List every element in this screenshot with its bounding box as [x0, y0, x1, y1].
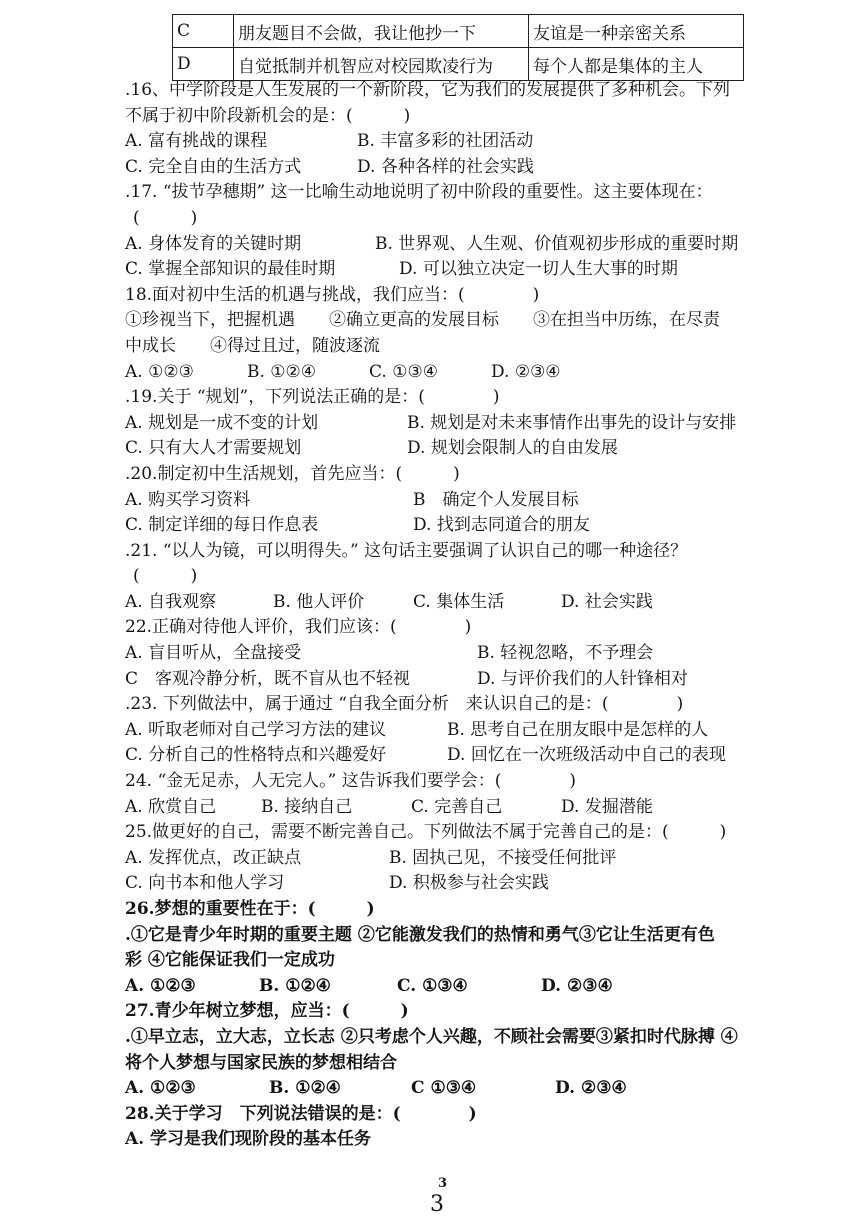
q19-option-d: D. 规划会限制人的自由发展 — [407, 438, 618, 459]
q17-option-c: C. 掌握全部知识的最佳时期 — [125, 259, 336, 280]
q23-option-c: C. 分析自己的性格特点和兴趣爱好 — [125, 745, 387, 766]
q16-option-d: D. 各种各样的社会实践 — [357, 156, 534, 177]
table-cell-letter: C — [173, 15, 234, 48]
q23-stem: .23. 下列做法中，属于通过 “自我全面分析 来认识自己的是：( ) — [125, 694, 684, 715]
q18-option-d: D. ②③④ — [491, 361, 561, 382]
q21-option-d: D. 社会实践 — [561, 591, 653, 612]
q17-option-b: B. 世界观、人生观、价值观初步形成的重要时期 — [375, 233, 739, 254]
page-number-small: 3 — [438, 1176, 448, 1191]
q18-stem: 18.面对初中生活的机遇与挑战，我们应当：( ) — [125, 284, 540, 305]
q27-stem: 27.青少年树立梦想，应当：( ) — [125, 1001, 409, 1022]
q27-option-a: A. ①②③ — [125, 1078, 196, 1099]
q20-option-a: A. 购买学习资料 — [125, 489, 251, 510]
q20-stem: .20.制定初中生活规划，首先应当：( ) — [125, 463, 460, 484]
q22-option-d: D. 与评价我们的人针锋相对 — [477, 668, 688, 689]
q26-option-d: D. ②③④ — [541, 975, 613, 996]
table-cell-view: 每个人都是集体的主人 — [529, 48, 744, 81]
q18-option-c: C. ①③④ — [369, 361, 438, 382]
q19-option-c: C. 只有大人才需要规划 — [125, 438, 302, 459]
q23-option-b: B. 思考自己在朋友眼中是怎样的人 — [447, 719, 709, 740]
q24-option-a: A. 欣赏自己 — [125, 796, 217, 817]
q28-stem: 28.关于学习 下列说法错误的是：( ) — [125, 1103, 477, 1124]
q27-option-d: D. ②③④ — [555, 1078, 627, 1099]
q22-option-c: C 客观冷静分析，既不盲从也不轻视 — [125, 668, 411, 689]
q25-option-c: C. 向书本和他人学习 — [125, 873, 285, 894]
q26-items-cont: 彩 ④它能保证我们一定成功 — [125, 950, 335, 971]
q21-stem: .21. “以人为镜，可以明得失。” 这句话主要强调了认识自己的哪一种途径？ — [125, 540, 688, 561]
q19-stem: .19.关于 “规划”，下列说法正确的是：( ) — [125, 387, 500, 408]
q26-option-b: B. ①②④ — [259, 975, 331, 996]
q16-option-c: C. 完全自由的生活方式 — [125, 156, 302, 177]
q26-stem: 26.梦想的重要性在于：( ) — [125, 899, 375, 919]
q26-option-c: C. ①③④ — [397, 975, 468, 996]
q23-option-d: D. 回忆在一次班级活动中自己的表现 — [447, 745, 726, 766]
q21-option-a: A. 自我观察 — [125, 591, 217, 612]
q21-option-b: B. 他人评价 — [273, 591, 365, 612]
q20-option-c: C. 制定详细的每日作息表 — [125, 515, 319, 536]
q19-option-a: A. 规划是一成不变的计划 — [125, 412, 319, 433]
q27-items-cont: 将个人梦想与国家民族的梦想相结合 — [125, 1052, 397, 1073]
table-cell-action: 自觉抵制并机智应对校园欺凌行为 — [234, 48, 529, 81]
q27-option-c: C ①③④ — [411, 1078, 477, 1099]
q17-option-a: A. 身体发育的关键时期 — [125, 233, 302, 254]
q22-stem: 22.正确对待他人评价，我们应该：( ) — [125, 617, 472, 638]
q16-stem: .16、中学阶段是人生发展的一个新阶段，它为我们的发展提供了多种机会。下列 — [125, 80, 731, 100]
q17-option-d: D. 可以独立决定一切人生大事的时期 — [399, 259, 678, 280]
q21-stem-cont: ( ) — [133, 566, 198, 587]
q16-option-a: A. 富有挑战的课程 — [125, 131, 268, 152]
q20-option-d: D. 找到志同道合的朋友 — [413, 515, 590, 536]
q24-option-b: B. 接纳自己 — [261, 796, 353, 817]
table-cell-action: 朋友题目不会做，我让他抄一下 — [234, 15, 529, 48]
table-row — [173, 15, 744, 48]
q25-option-d: D. 积极参与社会实践 — [389, 873, 549, 894]
q26-option-a: A. ①②③ — [125, 975, 196, 996]
q27-items: .①早立志，立大志，立长志 ②只考虑个人兴趣，不顾社会需要③紧扣时代脉搏 ④ — [125, 1026, 738, 1047]
q18-items-cont: 中成长 ④得过且过，随波逐流 — [125, 335, 380, 356]
q24-stem: 24. “金无足赤，人无完人。” 这告诉我们要学会：( ) — [125, 771, 576, 792]
q18-items: ①珍视当下，把握机遇 ②确立更高的发展目标 ③在担当中历练，在尽责 — [125, 310, 720, 331]
q26-items: .①它是青少年时期的重要主题 ②它能激发我们的热情和勇气③它让生活更有色 — [125, 924, 715, 945]
q22-option-a: A. 盲目听从，全盘接受 — [125, 643, 302, 664]
q20-option-b: B 确定个人发展目标 — [413, 489, 579, 510]
q28-option-a: A. 学习是我们现阶段的基本任务 — [125, 1129, 372, 1150]
q18-option-b: B. ①②④ — [247, 361, 317, 382]
page-number-large: 3 — [430, 1192, 444, 1217]
table-cell-view: 友谊是一种亲密关系 — [529, 15, 744, 48]
q24-option-c: C. 完善自己 — [411, 796, 503, 817]
q22-option-b: B. 轻视忽略，不予理会 — [477, 643, 654, 664]
q25-option-b: B. 固执己见，不接受任何批评 — [389, 847, 617, 868]
q24-option-d: D. 发掘潜能 — [561, 796, 653, 817]
q27-option-b: B. ①②④ — [269, 1078, 341, 1099]
table-cell-letter: D — [173, 48, 234, 81]
q25-option-a: A. 发挥优点，改正缺点 — [125, 847, 302, 868]
options-table — [172, 14, 744, 81]
q16-option-b: B. 丰富多彩的社团活动 — [357, 131, 534, 152]
q21-option-c: C. 集体生活 — [413, 591, 505, 612]
table-row — [173, 48, 744, 81]
q17-stem-cont: ( ) — [133, 207, 198, 228]
q23-option-a: A. 听取老师对自己学习方法的建议 — [125, 719, 387, 740]
q25-stem: 25.做更好的自己，需要不断完善自己。下列做法不属于完善自己的是：( ) — [125, 822, 727, 843]
question-list — [125, 78, 785, 1153]
q16-stem-cont: 不属于初中阶段新机会的是：( ) — [125, 105, 411, 126]
q18-option-a: A. ①②③ — [125, 361, 194, 382]
q19-option-b: B. 规划是对未来事情作出事先的设计与安排 — [407, 412, 737, 433]
q17-stem: .17. “拔节孕穗期” 这一比喻生动地说明了初中阶段的重要性。这主要体现在： — [125, 182, 713, 203]
